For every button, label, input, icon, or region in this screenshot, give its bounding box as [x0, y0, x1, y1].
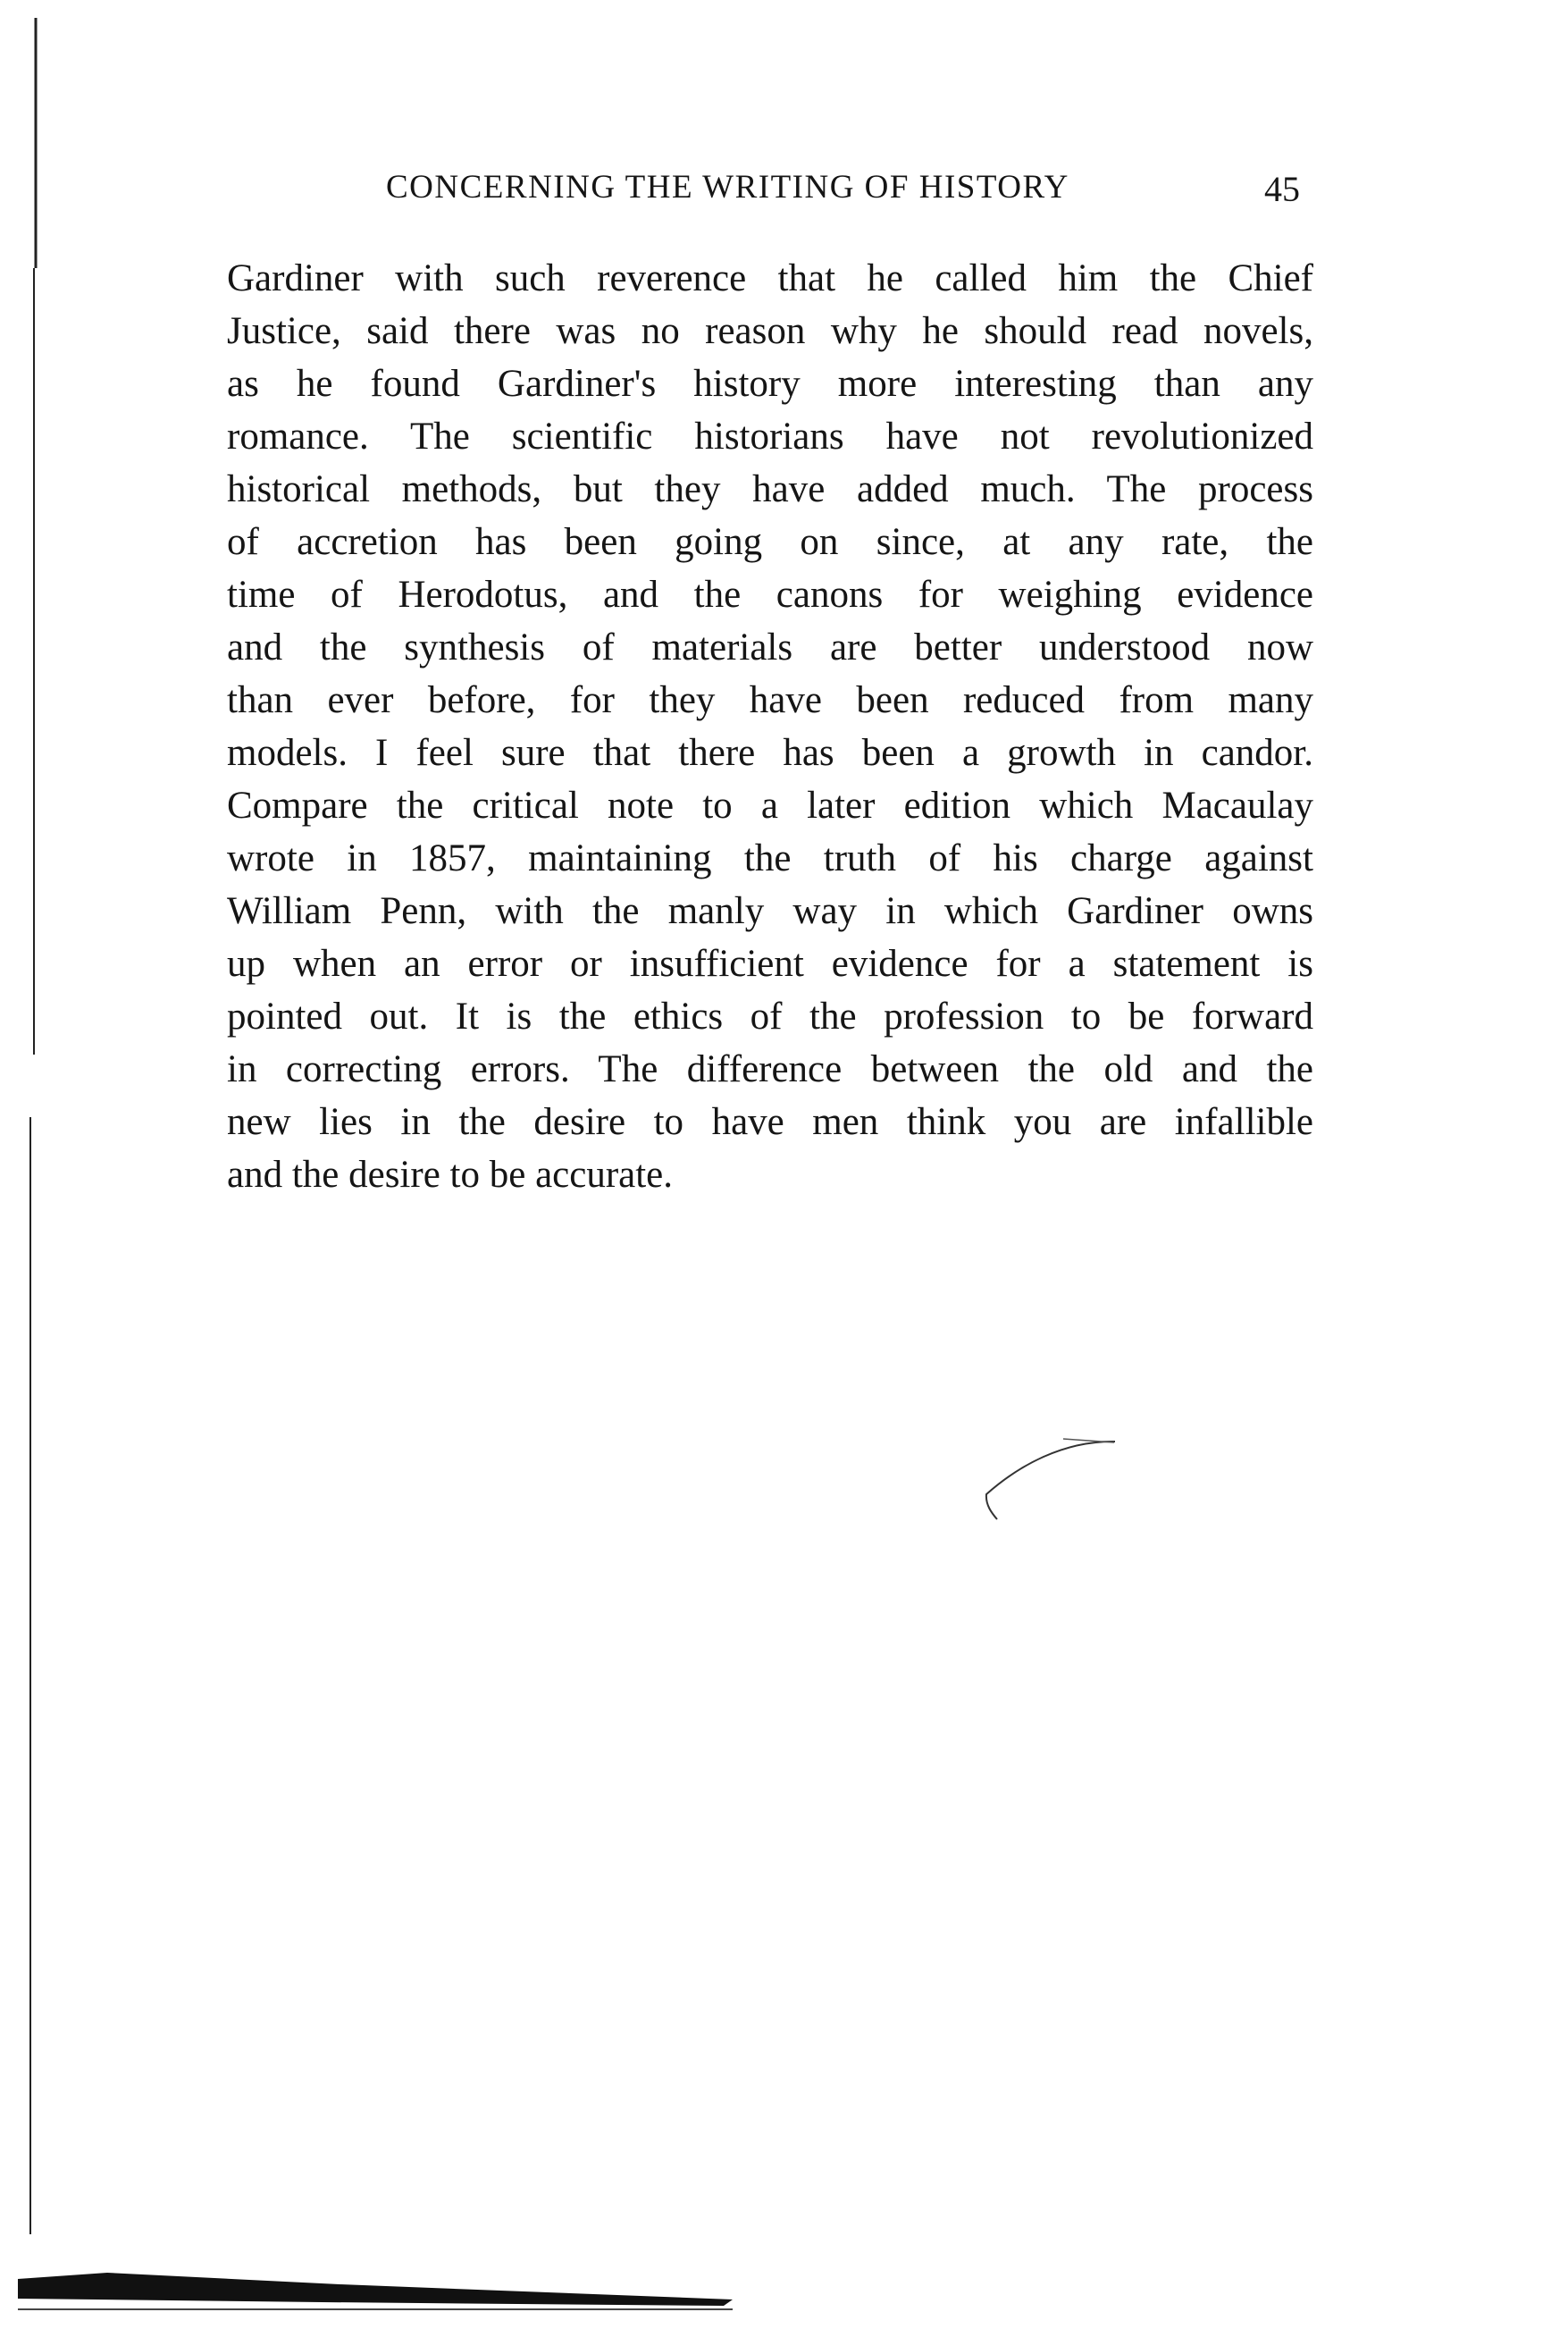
text-line: historical methods, but they have added much. The process: [227, 468, 1313, 510]
text-line: as he found Gardiner's history more interesting than any: [227, 363, 1313, 405]
text-line: models. I feel sure that there has been a growth in candor.: [227, 732, 1313, 774]
text-line: William Penn, with the manly way in which Gardiner owns: [227, 890, 1313, 932]
text-line: Justice, said there was no reason why he should read novels,: [227, 310, 1313, 352]
text-line: than ever before, for they have been reduced from many: [227, 679, 1313, 721]
running-head-title: CONCERNING THE WRITING OF HISTORY: [386, 169, 1069, 206]
page-number: 45: [1264, 169, 1300, 209]
text-line-last: and the desire to be accurate.: [227, 1154, 674, 1196]
bottom-scan-smear: [18, 2273, 733, 2306]
left-binding-edge-lines: [30, 18, 36, 2234]
text-line: of accretion has been going on since, at any rate, the: [227, 521, 1313, 563]
text-line: in correcting errors. The difference between the old and the: [227, 1048, 1313, 1090]
text-line: up when an error or insufficient evidence for a statement is: [227, 943, 1313, 985]
body-paragraph: [227, 252, 1313, 1201]
text-line: pointed out. It is the ethics of the profession to be forward: [227, 996, 1313, 1038]
text-line: romance. The scientific historians have not revolutionized: [227, 416, 1313, 458]
text-line: time of Herodotus, and the canons for weighing evidence: [227, 574, 1313, 616]
text-line: new lies in the desire to have men think you are infallible: [227, 1101, 1313, 1143]
text-line: Gardiner with such reverence that he called him the Chief: [227, 257, 1313, 299]
text-line: Compare the critical note to a later edition which Macaulay: [227, 785, 1313, 827]
pencil-mark-tail: [1063, 1439, 1114, 1442]
pencil-mark: [986, 1442, 1115, 1519]
text-line: and the synthesis of materials are better understood now: [227, 626, 1313, 668]
running-head: [0, 168, 1568, 213]
text-line: wrote in 1857, maintaining the truth of his charge against: [227, 837, 1313, 879]
